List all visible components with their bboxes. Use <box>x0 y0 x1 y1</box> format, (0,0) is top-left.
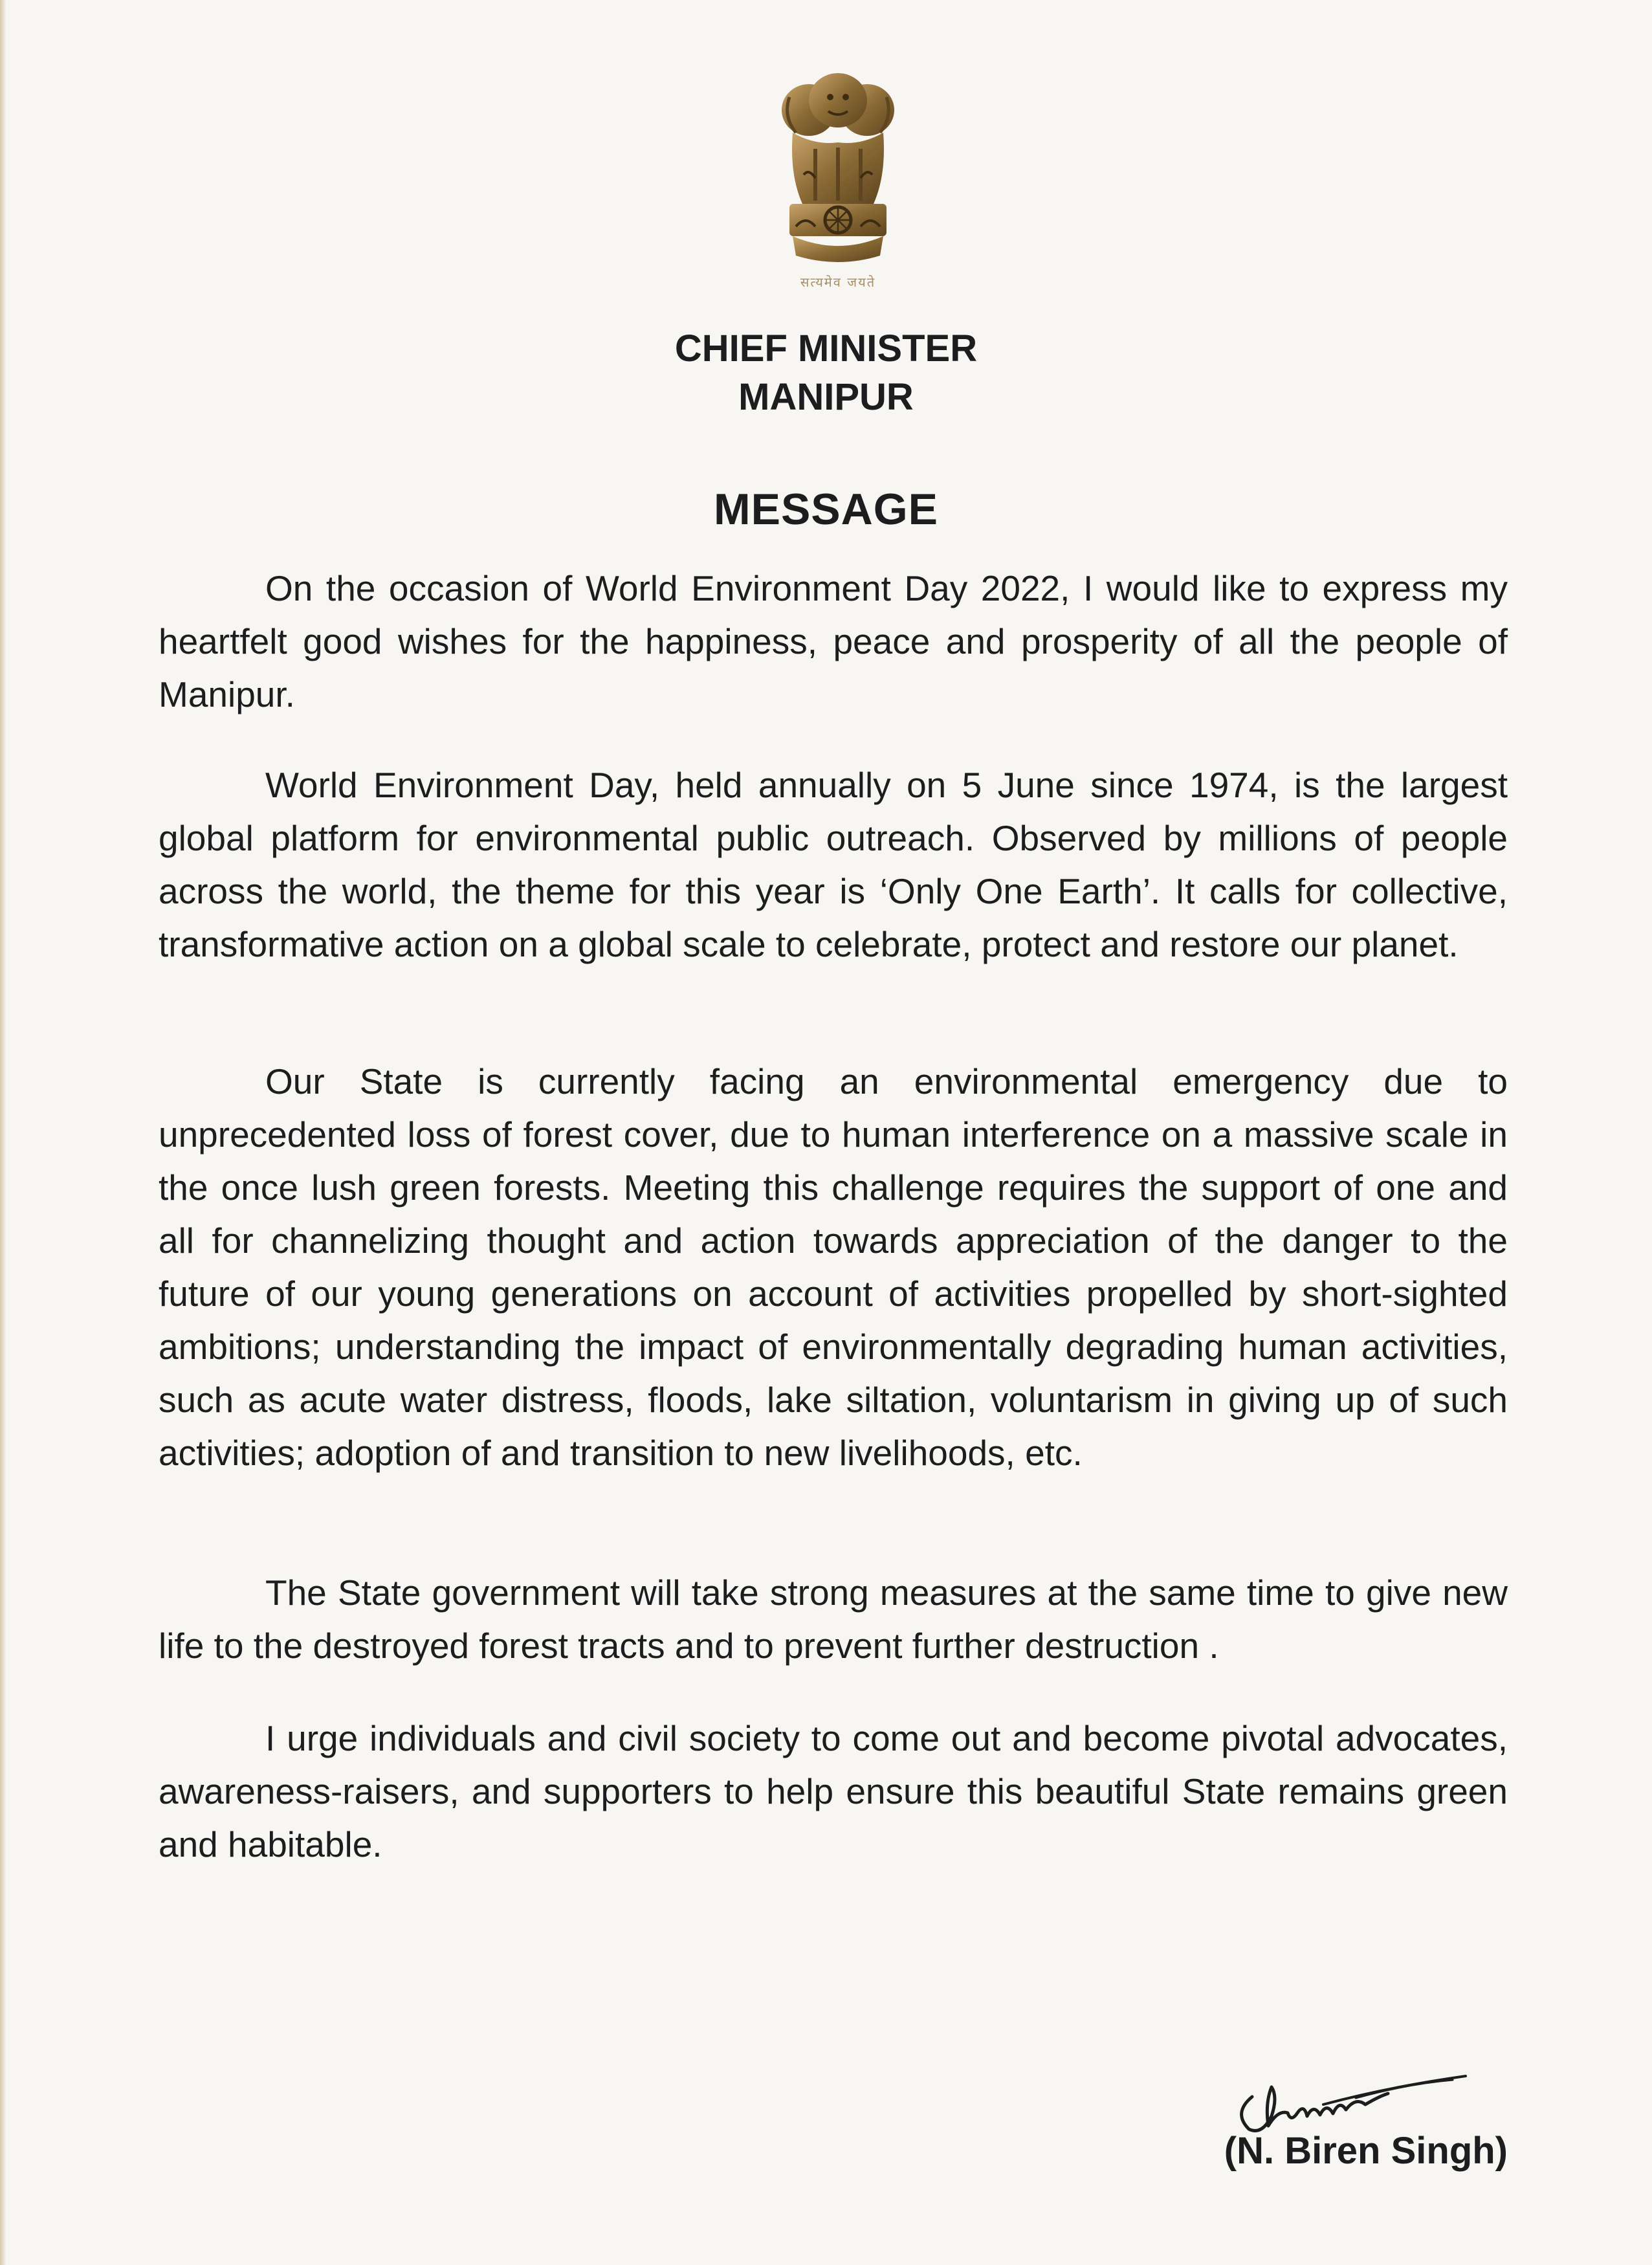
state-emblem-icon <box>764 71 912 304</box>
paragraph <box>159 758 1508 971</box>
emblem-motto: सत्यमेव जयते <box>800 274 876 290</box>
paragraph <box>159 1566 1508 1672</box>
paragraph-text: World Environment Day, held annually on 5 June since 1974, is the largest global platform for environmental public outreach. Observed by millions of people across the world, the theme for this year is ‘Only One Earth’. It calls for collective, transformative action on a global scale to celebrate, protect and restore our planet. <box>159 765 1508 964</box>
signatory-name: (N. Biren Singh) <box>1224 2130 1508 2172</box>
paragraph-text: The State government will take strong measures at the same time to give new life to the destroyed forest tracts and to prevent further destruction . <box>159 1573 1508 1666</box>
office-title: CHIEF MINISTER <box>674 327 978 370</box>
paragraph <box>159 1055 1508 1479</box>
office-state: MANIPUR <box>738 376 914 418</box>
document-title: MESSAGE <box>713 485 939 534</box>
paragraph-text: On the occasion of World Environment Day 2022, I would like to express my heartfelt good wishes for the happiness, peace and prosperity of all the people of Manipur. <box>159 568 1508 714</box>
paragraph <box>159 1712 1508 1871</box>
paragraph-text: I urge individuals and civil society to come out and become pivotal advocates, awareness-raisers, and supporters to help ensure this beautiful State remains green and habitable. <box>159 1718 1508 1864</box>
paragraph-text: Our State is currently facing an environmental emergency due to unprecedented loss of forest cover, due to human interference on a massive scale in the once lush green forests. Meeting this challenge requires the support of one and all for channelizing thought and action towards appreciation of the danger to the future of our young generations on account of activities propelled by short-sighted ambitions; understanding the impact of environmentally degrading human activities, such as acute water distress, floods, lake siltation, voluntarism in giving up of such activities; adoption of and transition to new livelihoods, etc. <box>159 1061 1508 1473</box>
paragraph <box>159 562 1508 721</box>
